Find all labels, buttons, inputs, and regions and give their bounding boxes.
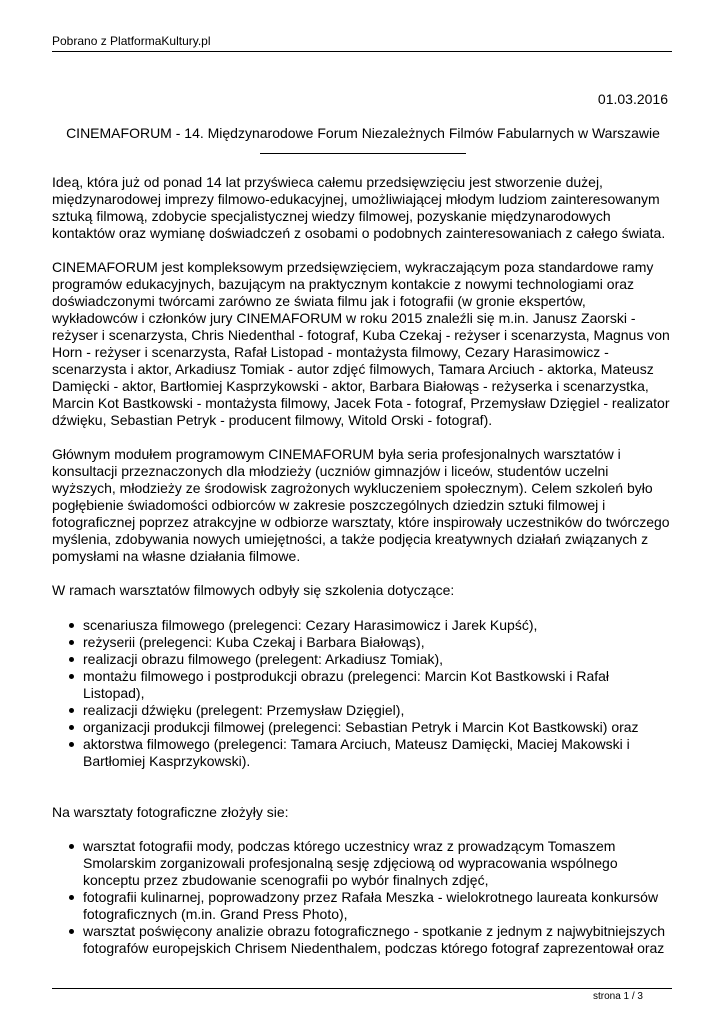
paragraph-workshops: Głównym modułem programowym CINEMAFORUM była seria profesjonalnych warsztatów i konsultacji przeznaczonych dla młodzieży (uczniów gimnazjów i liceów, studentów uczelni wyższych, młodzieży ze środowisk zagrożonych wykluczeniem społecznym). Celem szkoleń było pogłębienie świadomości odbiorców w zakresie poszczególnych dziedzin sztuki filmowej i fotograficznej poprzez atrakcyjne w odbiorze warsztaty, które inspirowały uczestników do twórczego myślenia, zdobywania nowych umiejętności, a także podjęcia kreatywnych działań związanych z pomysłami na własne działania filmowe. <box>52 446 670 564</box>
list-item: reżyserii (prelegenci: Kuba Czekaj i Barbara Białowąs), <box>52 634 674 651</box>
article-date: 01.03.2016 <box>597 91 668 107</box>
paragraph-program: CINEMAFORUM jest kompleksowym przedsięwzięciem, wykraczającym poza standardowe ramy programów edukacyjnych, bazującym na praktycznym kontakcie z nowymi technologiami oraz doświadczonymi twórcami zarówno ze świata filmu jak i fotografii (w gronie ekspertów, wykładowców i członków jury CINEMAFORUM w roku 2015 znaleźli się m.in. Janusz Zaorski - reżyser i scenarzysta, Chris Niedenthal - fotograf, Kuba Czekaj - reżyser i scenarzysta, Magnus von Horn - reżyser i scenarzysta, Rafał Listopad - montażysta filmowy, Cezary Harasimowicz - scenarzysta i aktor, Arkadiusz Tomiak - autor zdjęć filmowych, Tamara Arciuch - aktorka, Mateusz Damięcki - aktor, Bartłomiej Kasprzykowski - aktor, Barbara Białowąs - reżyserka i scenarzystka, Marcin Kot Bastkowski - montażysta filmowy, Jacek Fota - fotograf, Przemysław Dzięgiel - realizator dźwięku, Sebastian Petryk - producent filmowy, Witold Orski - fotograf). <box>52 259 670 428</box>
article-title: CINEMAFORUM - 14. Międzynarodowe Forum Niezależnych Filmów Fabularnych w Warszawie <box>66 125 660 141</box>
list-item: realizacji obrazu filmowego (prelegent: Arkadiusz Tomiak), <box>52 651 674 668</box>
footer-divider <box>52 988 672 989</box>
list-item: fotografii kulinarnej, poprowadzony przez Rafała Meszka - wielokrotnego laureata konkursów fotograficznych (m.in. Grand Press Photo), <box>52 889 674 923</box>
photo-workshops-list <box>52 838 674 957</box>
title-underline <box>260 153 466 154</box>
film-workshops-list <box>52 617 674 770</box>
paragraph-film-workshops-intro: W ramach warsztatów filmowych odbyły się szkolenia dotyczące: <box>52 582 455 598</box>
list-item: organizacji produkcji filmowej (prelegenci: Sebastian Petryk i Marcin Kot Bastkowski) oraz <box>52 719 674 736</box>
list-item: warsztat poświęcony analizie obrazu fotograficznego - spotkanie z jednym z najwybitniejszych fotografów europejskich Chrisem Niedenthalem, podczas którego fotograf zaprezentował oraz <box>52 923 674 957</box>
list-item: aktorstwa filmowego (prelegenci: Tamara Arciuch, Mateusz Damięcki, Maciej Makowski i Bartłomiej Kasprzykowski). <box>52 736 674 770</box>
article-body <box>52 91 674 957</box>
header-divider <box>52 51 672 52</box>
list-item: realizacji dźwięku (prelegent: Przemysław Dzięgiel), <box>52 702 674 719</box>
download-source-header: Pobrano z PlatformaKultury.pl <box>52 34 211 48</box>
list-item: montażu filmowego i postprodukcji obrazu (prelegenci: Marcin Kot Bastkowski i Rafał Listopad), <box>52 668 674 702</box>
list-item: warsztat fotografii mody, podczas którego uczestnicy wraz z prowadzącym Tomaszem Smolarskim zorganizowali profesjonalną sesję zdjęciową od wypracowania wspólnego konceptu przez zbudowanie scenografii po wybór finalnych zdjęć, <box>52 838 674 889</box>
page-number: strona 1 / 3 <box>592 991 643 1002</box>
paragraph-intro: Ideą, która już od ponad 14 lat przyświeca całemu przedsięwzięciu jest stworzenie dużej, międzynarodowej imprezy filmowo-edukacyjnej, umożliwiającej młodym ludziom zainteresowanym sztuką filmową, zdobycie specjalistycznej wiedzy filmowej, pozyskanie międzynarodowych kontaktów oraz wymianę doświadczeń z osobami o podobnych zainteresowaniach z całego świata. <box>52 174 666 241</box>
list-item: scenariusza filmowego (prelegenci: Cezary Harasimowicz i Jarek Kupść), <box>52 617 674 634</box>
paragraph-photo-workshops-intro: Na warsztaty fotograficzne złożyły sie: <box>52 804 289 820</box>
